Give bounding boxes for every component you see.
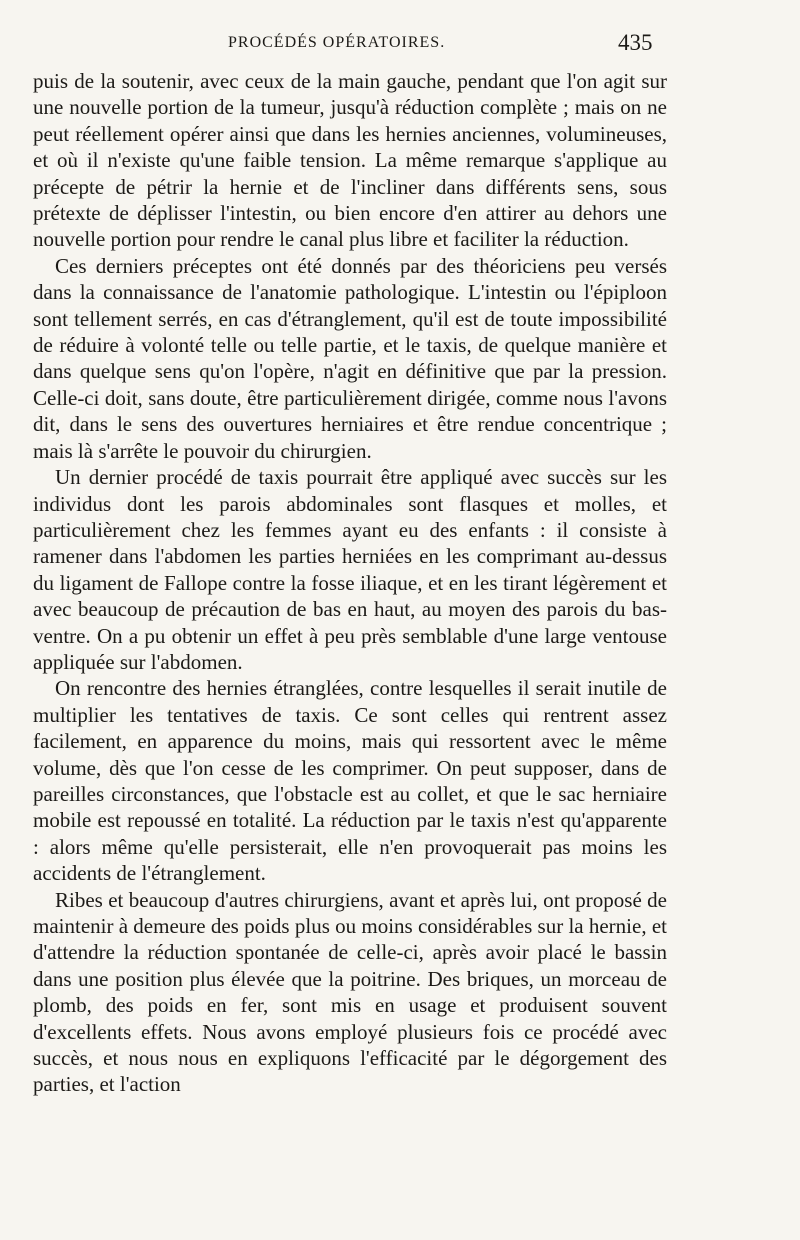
paragraph-1: puis de la soutenir, avec ceux de la main gauche, pendant que l'on agit sur une nouvelle portion de la tumeur, jusqu'à réduction complète ; mais on ne peut réellement opérer ainsi que dans les hernies anciennes, volumineuses, et où il n'existe qu'une faible tension. La même remarque s'applique au précepte de pétrir la hernie et de l'incliner dans différents sens, sous prétexte de déplisser l'intestin, ou bien encore d'en attirer au dehors une nouvelle portion pour rendre le canal plus libre et faciliter la réduction. [33,69,667,252]
page-header [0,30,800,60]
running-title: PROCÉDÉS OPÉRATOIRES. [228,34,446,51]
paragraph-5: Ribes et beaucoup d'autres chirurgiens, avant et après lui, ont proposé de maintenir à demeure des poids plus ou moins considérables sur la hernie, et d'attendre la réduction spontanée de celle-ci, après avoir placé le bassin dans une position plus élevée que la poitrine. Des briques, un morceau de plomb, des poids en fer, sont mis en usage et produisent souvent d'excellents effets. Nous avons employé plusieurs fois ce procédé avec succès, et nous nous en expliquons l'efficacité par le dégorgement des parties, et l'action [33,887,667,1097]
page-number: 435 [618,30,653,55]
paragraph-2: Ces derniers préceptes ont été donnés par des théoriciens peu versés dans la connaissance de l'anatomie pathologique. L'intestin ou l'épiploon sont tellement serrés, en cas d'étranglement, qu'il est de toute impossibilité de réduire à volonté telle ou telle partie, et le taxis, de quelque manière et dans quelque sens qu'on l'opère, n'agit en définitive que par la pression. Celle-ci doit, sans doute, être particulièrement dirigée, comme nous l'avons dit, dans le sens des ouvertures herniaires et être rendue concentrique ; mais là s'arrête le pouvoir du chirurgien. [33,253,667,463]
body-text [33,68,667,1098]
paragraph-3: Un dernier procédé de taxis pourrait être appliqué avec succès sur les individus dont les parois abdominales sont flasques et molles, et particulièrement chez les femmes ayant eu des enfants : il consiste à ramener dans l'abdomen les parties herniées en les comprimant au-dessus du ligament de Fallope contre la fosse iliaque, et en les tirant légèrement et avec beaucoup de précaution de bas en haut, au moyen des parois du bas-ventre. On a pu obtenir un effet à peu près semblable d'une large ventouse appliquée sur l'abdomen. [33,465,667,674]
paragraph-4: On rencontre des hernies étranglées, contre lesquelles il serait inutile de multiplier les tentatives de taxis. Ce sont celles qui rentrent assez facilement, en apparence du moins, mais qui ressortent avec le même volume, dès que l'on cesse de les comprimer. On peut supposer, dans de pareilles circonstances, que l'obstacle est au collet, et que le sac herniaire mobile est repoussé en totalité. La réduction par le taxis n'est qu'apparente : alors même qu'elle persisterait, elle n'en provoquerait pas moins les accidents de l'étranglement. [33,676,667,886]
